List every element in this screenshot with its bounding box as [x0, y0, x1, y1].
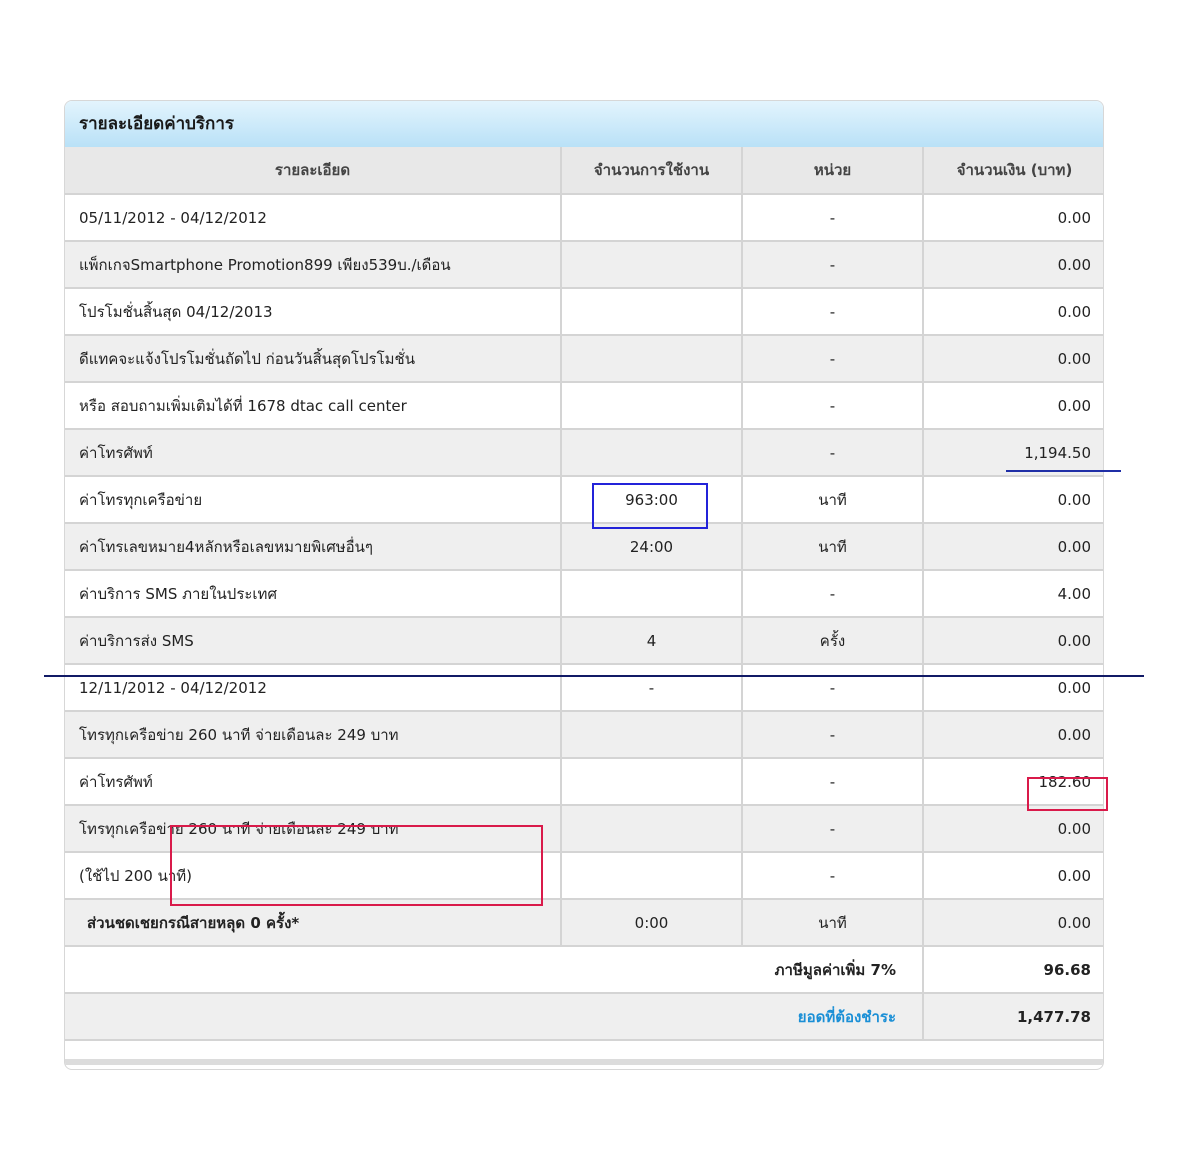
row-amount: 182.60 [923, 758, 1104, 805]
row-unit: นาที [742, 523, 923, 570]
row-usage: 0:00 [561, 899, 742, 946]
row-detail: ค่าบริการส่ง SMS [65, 617, 561, 664]
row-usage [561, 570, 742, 617]
vat-row [65, 946, 1104, 993]
table-row [65, 711, 1104, 758]
vat-label: ภาษีมูลค่าเพิ่ม 7% [65, 946, 923, 993]
row-unit: - [742, 711, 923, 758]
row-amount: 0.00 [923, 335, 1104, 382]
row-amount: 0.00 [923, 711, 1104, 758]
table-row [65, 335, 1104, 382]
row-unit: - [742, 664, 923, 711]
row-usage [561, 382, 742, 429]
row-unit: - [742, 335, 923, 382]
row-amount: 0.00 [923, 523, 1104, 570]
service-details-panel [64, 100, 1104, 1070]
row-usage [561, 711, 742, 758]
table-row [65, 194, 1104, 241]
row-amount: 0.00 [923, 899, 1104, 946]
row-usage: 963:00 [561, 476, 742, 523]
table-row [65, 899, 1104, 946]
row-usage [561, 288, 742, 335]
total-amount: 1,477.78 [923, 993, 1104, 1040]
row-amount: 0.00 [923, 382, 1104, 429]
table-row [65, 758, 1104, 805]
row-amount: 0.00 [923, 852, 1104, 899]
row-unit: ครั้ง [742, 617, 923, 664]
header-usage: จำนวนการใช้งาน [561, 147, 742, 194]
row-detail: 05/11/2012 - 04/12/2012 [65, 194, 561, 241]
table-row [65, 664, 1104, 711]
row-detail: ค่าบริการ SMS ภายในประเทศ [65, 570, 561, 617]
row-unit: นาที [742, 899, 923, 946]
row-usage [561, 429, 742, 476]
row-detail: ค่าโทรเลขหมาย4หลักหรือเลขหมายพิเศษอื่นๆ [65, 523, 561, 570]
row-unit: - [742, 194, 923, 241]
header-detail: รายละเอียด [65, 147, 561, 194]
header-amount: จำนวนเงิน (บาท) [923, 147, 1104, 194]
row-detail: ดีแทคจะแจ้งโปรโมชั่นถัดไป ก่อนวันสิ้นสุดโปรโมชั่น [65, 335, 561, 382]
row-unit: - [742, 288, 923, 335]
table-row [65, 805, 1104, 852]
row-amount: 4.00 [923, 570, 1104, 617]
table-header-row [65, 147, 1104, 194]
table-row [65, 617, 1104, 664]
total-row [65, 993, 1104, 1040]
table-row [65, 476, 1104, 523]
table-row [65, 429, 1104, 476]
table-row [65, 288, 1104, 335]
row-usage: 4 [561, 617, 742, 664]
row-amount: 0.00 [923, 805, 1104, 852]
row-amount: 0.00 [923, 617, 1104, 664]
row-usage [561, 852, 742, 899]
total-label: ยอดที่ต้องชำระ [65, 993, 923, 1040]
table-row [65, 570, 1104, 617]
row-usage [561, 194, 742, 241]
table-row [65, 523, 1104, 570]
row-unit: - [742, 570, 923, 617]
row-unit: - [742, 382, 923, 429]
row-detail: (ใช้ไป 200 นาที) [65, 852, 561, 899]
row-amount: 0.00 [923, 664, 1104, 711]
row-unit: - [742, 758, 923, 805]
row-usage: 24:00 [561, 523, 742, 570]
row-amount: 0.00 [923, 241, 1104, 288]
row-detail: โทรทุกเครือข่าย 260 นาที จ่ายเดือนละ 249 บาท [65, 805, 561, 852]
row-usage [561, 758, 742, 805]
row-unit: - [742, 429, 923, 476]
row-unit: - [742, 241, 923, 288]
billing-table [65, 147, 1104, 1041]
row-usage [561, 241, 742, 288]
row-detail: ค่าโทรทุกเครือข่าย [65, 476, 561, 523]
row-detail: ค่าโทรศัพท์ [65, 429, 561, 476]
row-unit: - [742, 852, 923, 899]
row-detail: โทรทุกเครือข่าย 260 นาที จ่ายเดือนละ 249 บาท [65, 711, 561, 758]
row-amount: 0.00 [923, 288, 1104, 335]
row-unit: - [742, 805, 923, 852]
table-row [65, 382, 1104, 429]
vat-amount: 96.68 [923, 946, 1104, 993]
row-usage: - [561, 664, 742, 711]
table-bottom-shade [65, 1059, 1104, 1065]
row-detail: แพ็กเกจSmartphone Promotion899 เพียง539บ./เดือน [65, 241, 561, 288]
row-amount: 1,194.50 [923, 429, 1104, 476]
table-row [65, 241, 1104, 288]
row-detail: ส่วนชดเชยกรณีสายหลุด 0 ครั้ง* [65, 899, 561, 946]
row-detail: โปรโมชั่นสิ้นสุด 04/12/2013 [65, 288, 561, 335]
row-detail: หรือ สอบถามเพิ่มเติมได้ที่ 1678 dtac call center [65, 382, 561, 429]
panel-title: รายละเอียดค่าบริการ [65, 101, 1103, 148]
header-unit: หน่วย [742, 147, 923, 194]
row-amount: 0.00 [923, 476, 1104, 523]
row-unit: นาที [742, 476, 923, 523]
row-usage [561, 805, 742, 852]
row-detail: 12/11/2012 - 04/12/2012 [65, 664, 561, 711]
row-amount: 0.00 [923, 194, 1104, 241]
row-usage [561, 335, 742, 382]
table-row [65, 852, 1104, 899]
row-detail: ค่าโทรศัพท์ [65, 758, 561, 805]
